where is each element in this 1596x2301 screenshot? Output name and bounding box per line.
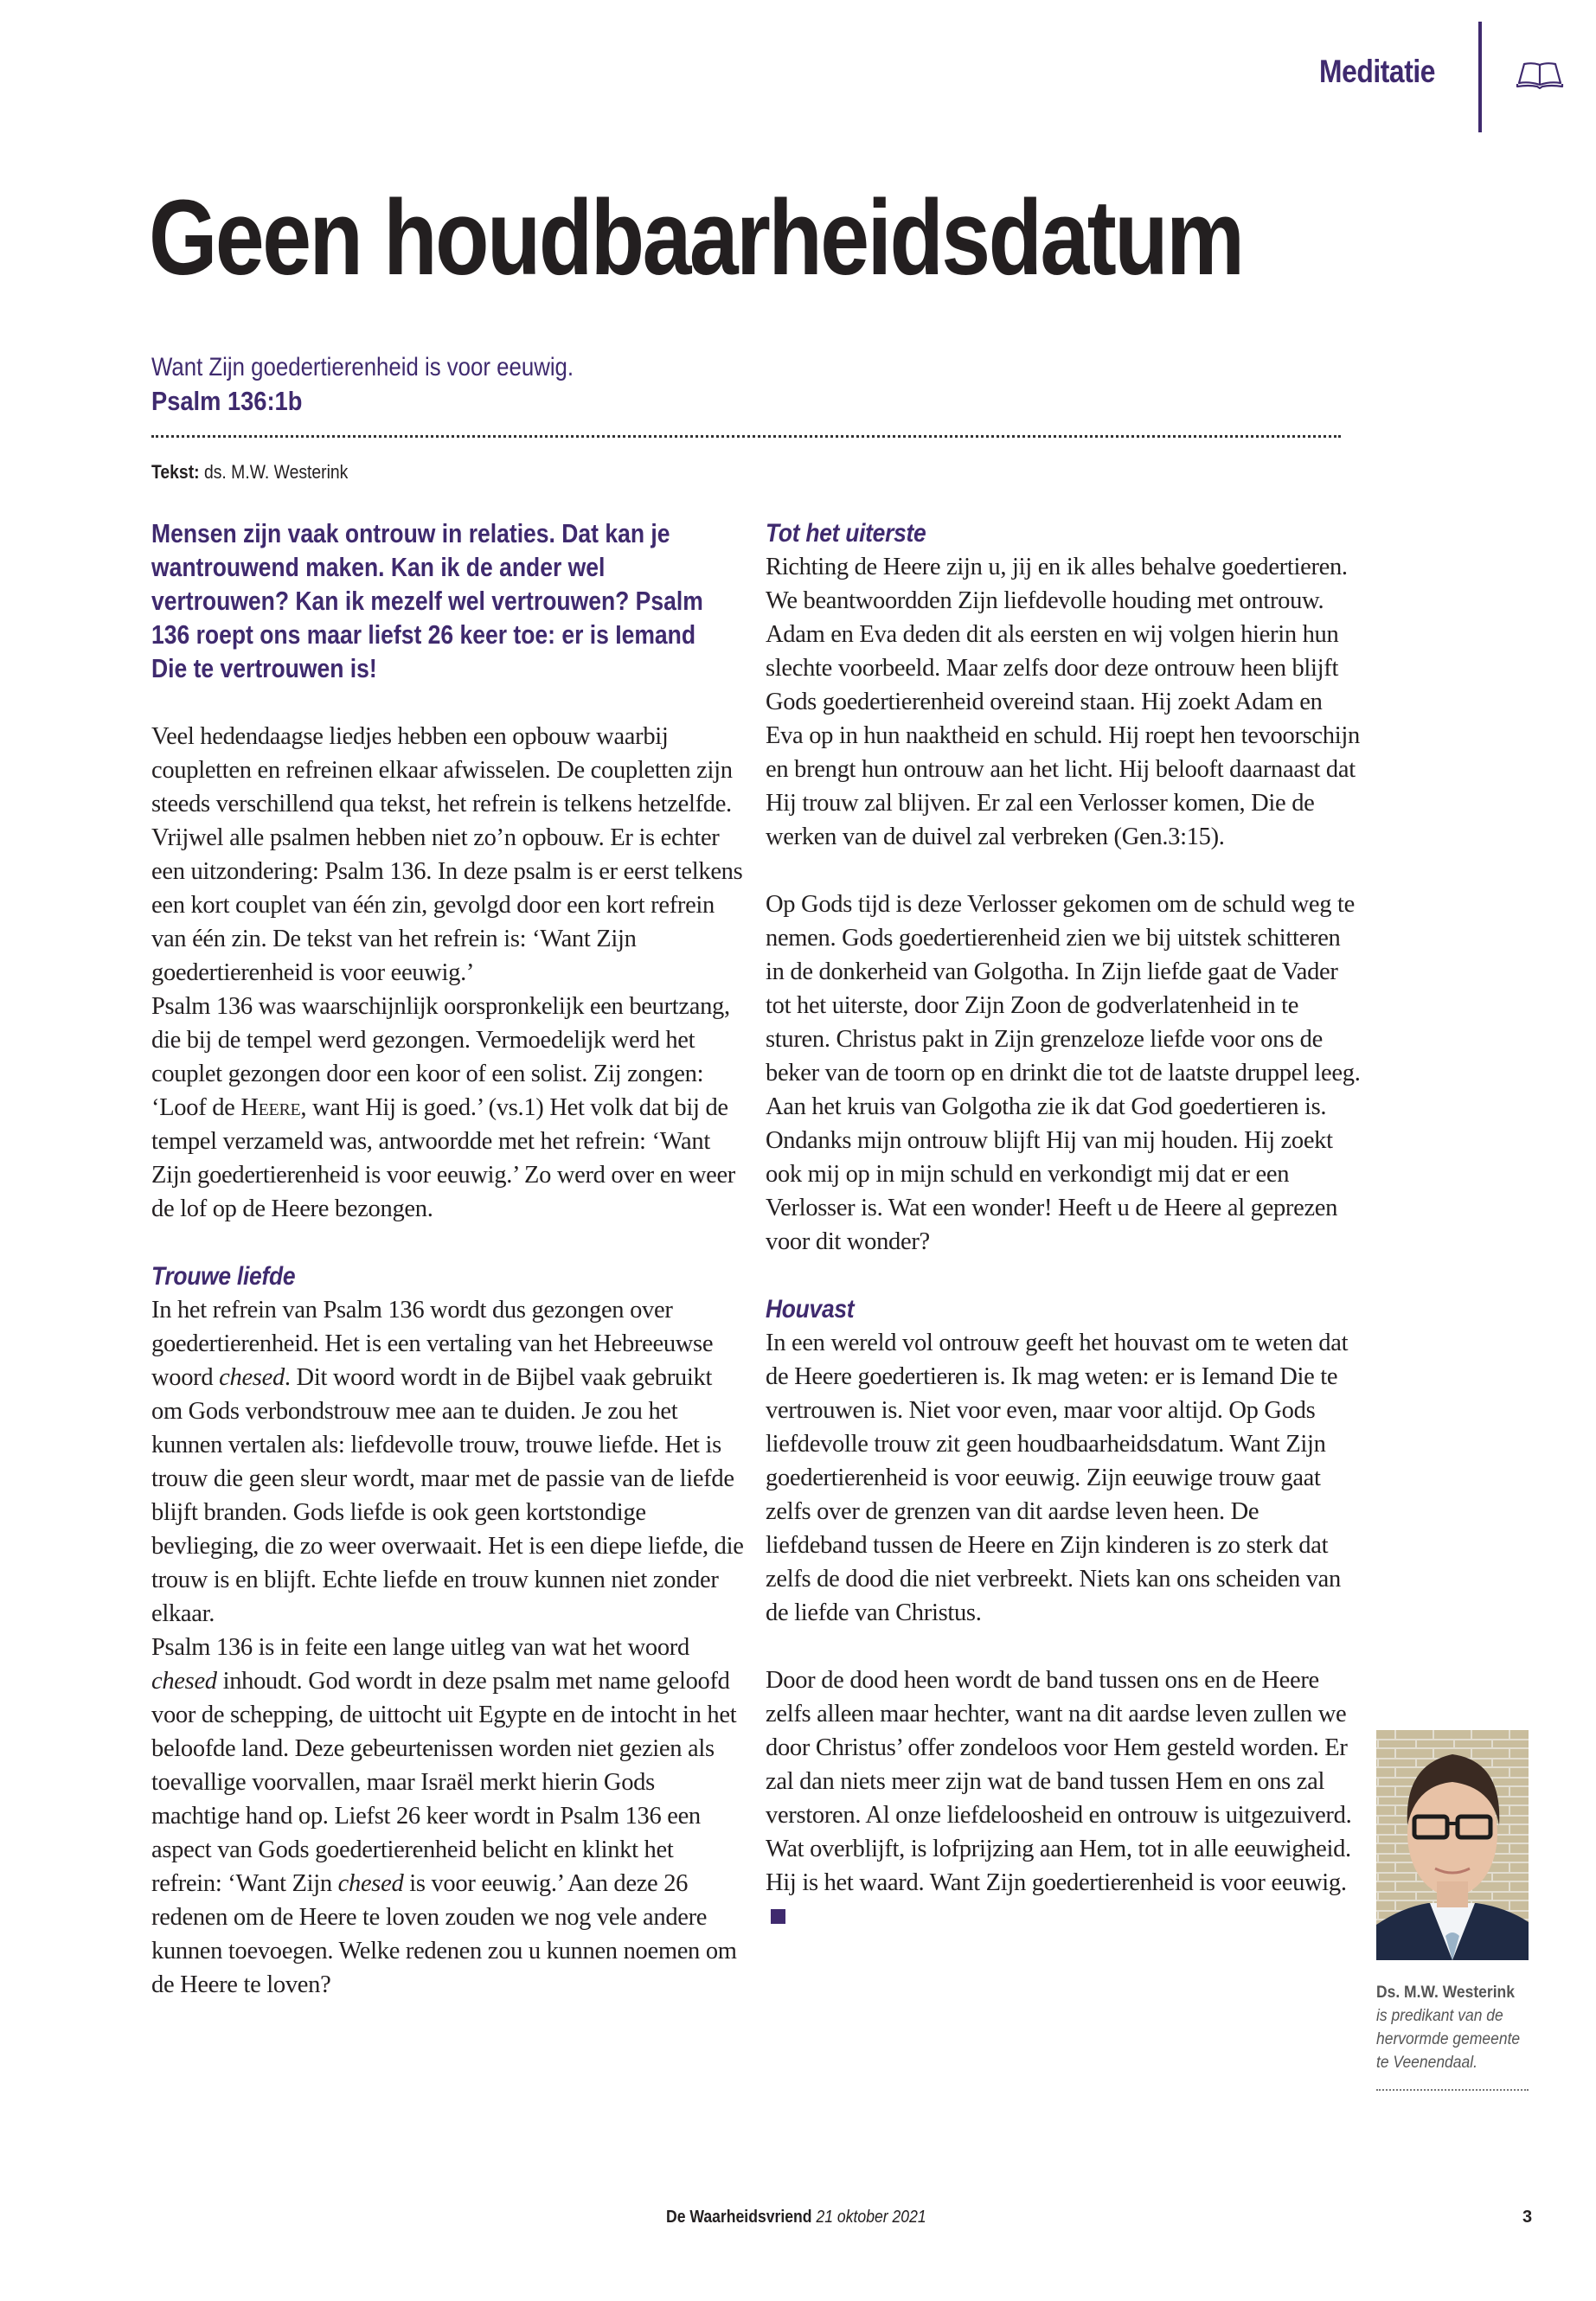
- article-body-left: [151, 720, 748, 2002]
- byline-author: ds. M.W. Westerink: [203, 461, 349, 483]
- paragraph: [151, 990, 748, 1226]
- byline: [151, 461, 348, 484]
- paragraph: Richting de Heere zijn u, jij en ik alles behalve goedertieren. We beantwoordden Zijn liefdevolle houding met ontrouw. Adam en Eva deden dit als eersten en wij volgen hierin hun slechte voorbeeld. Maar zelfs door deze ontrouw heen blijft Gods goedertierenheid overeind staan. Hij zoekt Adam en Eva op in hun naaktheid en schuld. Hij roept hen tevoorschijn en brengt hun ontrouw aan het licht. Hij belooft daarnaast dat Hij trouw zal blijven. Er zal een Verlosser komen, Die de werken van de duivel zal verbreken (Gen.3:15).: [766, 554, 1360, 850]
- italic-term: chesed: [151, 1668, 217, 1695]
- paragraph: [151, 1631, 748, 2002]
- author-name: Ds. M.W. Westerink: [1376, 1984, 1515, 2002]
- end-of-article-mark: [771, 1909, 785, 1924]
- paragraph: In een wereld vol ontrouw geeft het houvast om te weten dat de Heere goedertieren is. Ik mag weten: er is Iemand Die te vertrouwen is. Niet voor even, maar voor altijd. Op Gods liefdevolle trouw zit geen houdbaarheidsdatum. Want Zijn goedertierenheid is voor eeuwig. Zijn eeuwige trouw gaat zelfs over de grenzen van dit aardse leven heen. De liefdeband tussen de Heere en Zijn kinderen is zo sterk dat zelfs de dood die niet verbreekt. Niets kan ons scheiden van de liefde van Christus.: [766, 1330, 1349, 1626]
- subheading-tot-het-uiterste: Tot het uiterste: [766, 519, 926, 548]
- text-run: Door de dood heen wordt de band tussen ons en de Heere zelfs alleen maar hechter, want na dit aardse leven zullen we door Christus’ offer zondeloos voor Hem gesteld worden. Er zal dan niets meer zijn wat de band tussen Hem en ons zal verstoren. Al onze liefdeloosheid en ontrouw is uitgezuiverd. Wat overblijft, is lofprijzing aan Hem, tot in alle eeuwigheid. Hij is het waard. Want Zijn goedertierenheid is voor eeuwig.: [766, 1667, 1352, 1896]
- author-role: is predikant van de hervormde gemeente te Veenendaal.: [1376, 2007, 1521, 2072]
- section-label: Meditatie: [1319, 54, 1436, 89]
- subheading-houvast: Houvast: [766, 1295, 855, 1324]
- italic-term: chesed: [219, 1364, 285, 1391]
- article-column-left: [151, 516, 748, 2002]
- paragraph: Op Gods tijd is deze Verlosser gekomen om de schuld weg te nemen. Gods goedertierenheid zien we bij uitstek schitteren in de donkerheid van Golgotha. In Zijn liefde gaat de Vader tot het uiterste, door Zijn Zoon de godverlatenheid in te sturen. Christus pakt in Zijn grenzeloze liefde voor ons de beker van de toorn op en drinkt die tot de laatste druppel leeg. Aan het kruis van Golgotha zie ik dat God goedertieren is. Ondanks mijn ontrouw blijft Hij van mij houden. Hij zoekt ook mij op in mijn schuld en verkondigt mij dat er een Verlosser is. Wat een wonder! Heeft u de Heere al geprezen voor dit wonder?: [766, 891, 1361, 1255]
- article-lead: Mensen zijn vaak ontrouw in relaties. Dat kan je wantrouwend maken. Kan ik de ander wel vertrouwen? Kan ik mezelf wel vertrouwen? Psalm 136 roept ons maar liefst 26 keer toe: er is Iemand Die te vertrouwen is!: [151, 518, 703, 683]
- text-run: is voor eeuwig.’ Aan deze 26 redenen om de Heere te loven zouden we nog vele andere kunnen toevoegen. Welke redenen zou u kunnen noemen om de Heere te loven?: [151, 1870, 737, 1998]
- article-title: Geen houdbaarheidsdatum: [149, 179, 1243, 298]
- paragraph: Veel hedendaagse liedjes hebben een opbouw waarbij coupletten en refreinen elkaar afwisselen. De coupletten zijn steeds verschillend qua tekst, het refrein is telkens hetzelfde. Vrijwel alle psalmen hebben niet zo’n opbouw. Er is echter een uitzondering: Psalm 136. In deze psalm is er eerst telkens een kort couplet van één zin, gevolgd door een kort refrein van één zin. De tekst van het refrein is: ‘Want Zijn goedertierenheid is voor eeuwig.’: [151, 723, 743, 986]
- dotted-divider: [151, 435, 1341, 438]
- article-column-right: [766, 516, 1362, 1933]
- small-caps-heere: Heere: [240, 1094, 301, 1121]
- text-run: In het refrein van Psalm 136 wordt dus gezongen over goedertierenheid. Het is een vertaling van het Hebreeuwse woord: [151, 1297, 714, 1391]
- text-run: Psalm 136 is in feite een lange uitleg van wat het woord: [151, 1634, 689, 1661]
- publication-date: 21 oktober 2021: [816, 2208, 926, 2227]
- portrait-illustration: [1376, 1730, 1529, 1960]
- author-photo: [1376, 1730, 1529, 1960]
- author-caption: [1376, 1981, 1535, 2074]
- subheading-trouwe-liefde: Trouwe liefde: [151, 1262, 296, 1291]
- caption-divider: [1376, 2089, 1529, 2091]
- text-run: inhoudt. God wordt in deze psalm met name geloofd voor de schepping, de uittocht uit Egypte en de intocht in het beloofde land. Deze gebeurtenissen worden niet gezien als toevallige voorvallen, maar Israël merkt hierin Gods machtige hand op. Liefst 26 keer wordt in Psalm 136 een aspect van Gods goedertierenheid belicht en klinkt het refrein: ‘Want Zijn: [151, 1668, 737, 1897]
- paragraph: [151, 1293, 748, 1631]
- text-run: Psalm 136 was waarschijnlijk oorspronkelijk een beurtzang, die bij de tempel werd gezongen. Vermoedelijk werd het couplet gezongen door een koor of een solist. Zij zongen: ‘Loof de: [151, 993, 730, 1121]
- open-book-icon: [1516, 61, 1564, 90]
- article-body-right: [766, 516, 1362, 1933]
- text-run: , want Hij is goed.’ (vs.1) Het volk dat bij de tempel verzameld was, antwoordde met het refrein: ‘Want Zijn goedertierenheid is voor eeuwig.’ Zo werd over en weer de lof op de Heere bezongen.: [151, 1094, 735, 1222]
- text-run: . Dit woord wordt in de Bijbel vaak gebruikt om Gods verbondstrouw mee aan te duiden. Je zou het kunnen vertalen als: liefdevolle trouw, trouwe liefde. Het is trouw die geen sleur wordt, maar met de passie van de liefde blijft branden. Gods liefde is ook geen kortstondige bevlieging, die zo weer overwaait. Het is een diepe liefde, die trouw is en blijft. Echte liefde en trouw kunnen niet zonder elkaar.: [151, 1364, 744, 1627]
- page-number: 3: [1522, 2208, 1533, 2227]
- scripture-verse: Want Zijn goedertierenheid is voor eeuwig.: [151, 353, 574, 381]
- scripture-reference: Psalm 136:1b: [151, 386, 303, 416]
- header-divider: [1478, 22, 1482, 132]
- byline-label: Tekst:: [151, 461, 200, 483]
- footer-publication: [666, 2208, 926, 2227]
- italic-term: chesed: [337, 1870, 404, 1897]
- publication-name: De Waarheidsvriend: [666, 2208, 812, 2227]
- paragraph: [766, 1663, 1362, 1933]
